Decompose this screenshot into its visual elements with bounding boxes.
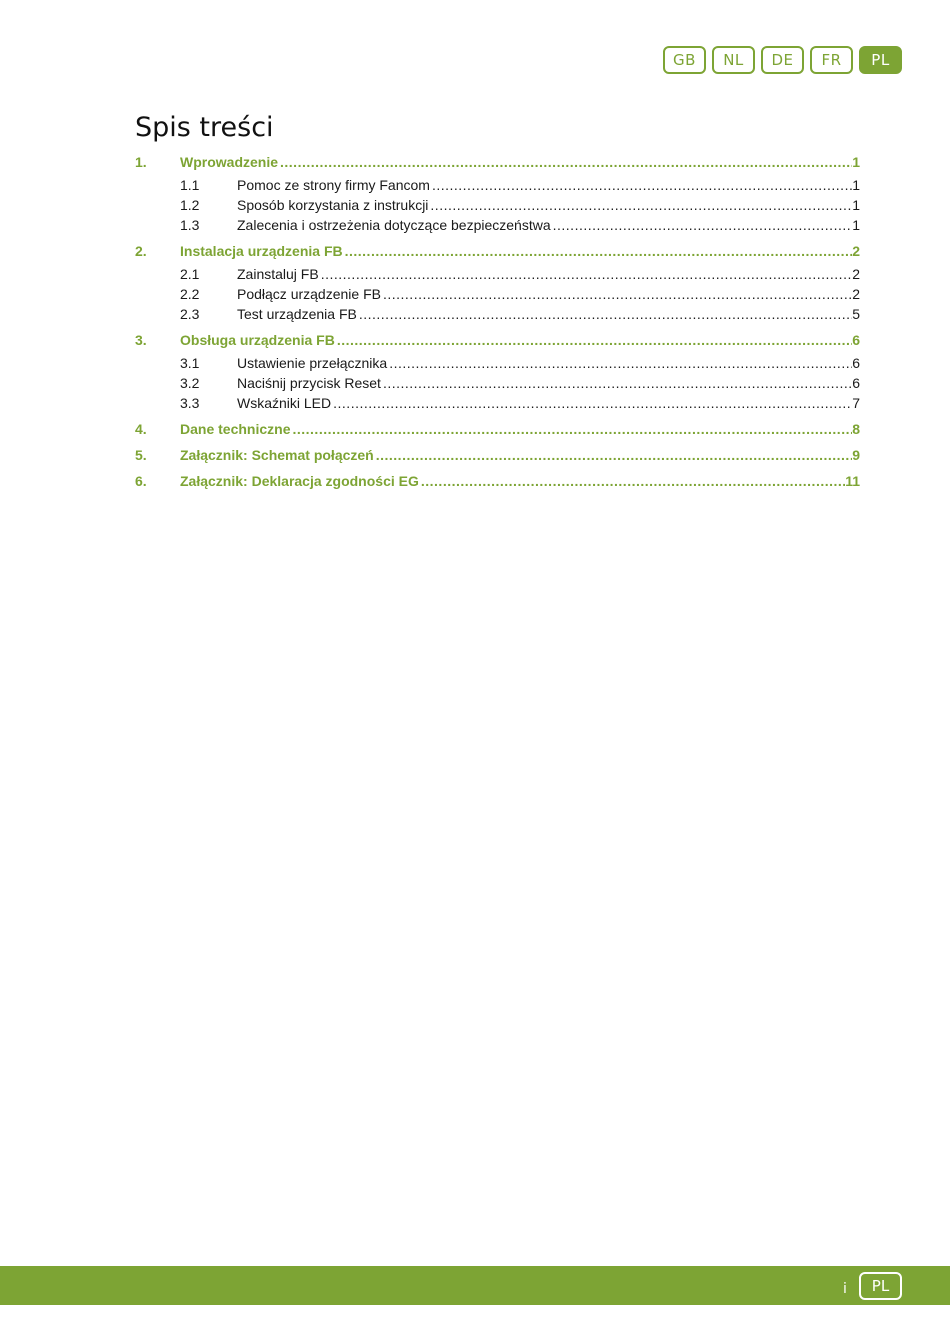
toc-section-1[interactable] <box>135 154 860 174</box>
toc-page-number: 11 <box>845 473 860 489</box>
toc-section-5[interactable] <box>135 447 860 467</box>
toc-dot-leader <box>419 473 845 489</box>
toc-subsection-2-1[interactable] <box>135 266 860 286</box>
toc-entry-title: Ustawienie przełącznika <box>237 355 388 371</box>
toc-page-number: 5 <box>852 306 860 322</box>
language-tabs <box>663 46 902 74</box>
table-of-contents <box>135 154 860 493</box>
toc-entry-number: 4. <box>135 421 147 437</box>
toc-entry-title: Załącznik: Deklaracja zgodności EG <box>180 473 419 489</box>
toc-dot-leader <box>374 447 852 463</box>
toc-dot-leader <box>430 177 852 193</box>
toc-entry-title: Obsługa urządzenia FB <box>180 332 335 348</box>
toc-entry-number: 2.3 <box>180 306 200 322</box>
toc-dot-leader <box>343 243 853 259</box>
toc-entry-number: 1.3 <box>180 217 200 233</box>
toc-dot-leader <box>387 355 852 371</box>
toc-page-number: 2 <box>852 243 860 259</box>
toc-page-number: 1 <box>852 217 860 233</box>
toc-entry-title: Wprowadzenie <box>180 154 279 170</box>
toc-entry-number: 3. <box>135 332 147 348</box>
toc-entry-title: Sposób korzystania z instrukcji <box>237 197 429 213</box>
toc-dot-leader <box>335 332 852 348</box>
toc-page-number: 6 <box>852 332 860 348</box>
toc-page-number: 6 <box>852 375 860 391</box>
toc-dot-leader <box>381 286 852 302</box>
toc-subsection-3-1[interactable] <box>135 355 860 375</box>
toc-entry-number: 1. <box>135 154 147 170</box>
toc-entry-title: Pomoc ze strony firmy Fancom <box>237 177 430 193</box>
toc-page-number: 1 <box>852 177 860 193</box>
toc-page-number: 8 <box>852 421 860 437</box>
toc-entry-title: Zainstaluj FB <box>237 266 319 282</box>
lang-tab-fr[interactable]: FR <box>810 46 853 74</box>
toc-entry-title: Dane techniczne <box>180 421 291 437</box>
toc-section-4[interactable] <box>135 421 860 441</box>
toc-section-2[interactable] <box>135 243 860 263</box>
toc-entry-number: 6. <box>135 473 147 489</box>
toc-subsection-1-3[interactable] <box>135 217 860 237</box>
toc-subsection-1-1[interactable] <box>135 177 860 197</box>
toc-entry-number: 2.1 <box>180 266 200 282</box>
toc-entry-number: 1.1 <box>180 177 200 193</box>
toc-entry-number: 3.2 <box>180 375 200 391</box>
toc-entry-number: 3.3 <box>180 395 200 411</box>
toc-page-number: 1 <box>852 197 860 213</box>
toc-entry-title: Wskaźniki LED <box>237 395 332 411</box>
toc-subsection-3-2[interactable] <box>135 375 860 395</box>
toc-entry-number: 2. <box>135 243 147 259</box>
toc-entry-title: Podłącz urządzenie FB <box>237 286 381 302</box>
toc-subsection-2-3[interactable] <box>135 306 860 326</box>
toc-entry-title: Zalecenia i ostrzeżenia dotyczące bezpieczeństwa <box>237 217 551 233</box>
toc-page-number: 1 <box>852 154 860 170</box>
toc-page-number: 7 <box>852 395 860 411</box>
lang-tab-pl[interactable]: PL <box>859 46 902 74</box>
footer-bar <box>0 1266 950 1305</box>
toc-entry-number: 3.1 <box>180 355 200 371</box>
toc-section-6[interactable] <box>135 473 860 493</box>
toc-dot-leader <box>428 197 852 213</box>
toc-page-number: 9 <box>852 447 860 463</box>
toc-dot-leader <box>278 154 852 170</box>
toc-page-number: 2 <box>852 286 860 302</box>
toc-subsection-1-2[interactable] <box>135 197 860 217</box>
toc-page-number: 2 <box>852 266 860 282</box>
toc-page-number: 6 <box>852 355 860 371</box>
toc-dot-leader <box>551 217 853 233</box>
lang-tab-nl[interactable]: NL <box>712 46 755 74</box>
toc-dot-leader <box>290 421 852 437</box>
toc-entry-title: Test urządzenia FB <box>237 306 357 322</box>
toc-dot-leader <box>319 266 853 282</box>
lang-tab-de[interactable]: DE <box>761 46 804 74</box>
footer-page-number: i <box>843 1281 847 1297</box>
toc-subsection-3-3[interactable] <box>135 395 860 415</box>
toc-dot-leader <box>381 375 852 391</box>
toc-dot-leader <box>357 306 852 322</box>
toc-entry-title: Załącznik: Schemat połączeń <box>180 447 374 463</box>
toc-entry-title: Naciśnij przycisk Reset <box>237 375 381 391</box>
toc-section-3[interactable] <box>135 332 860 352</box>
toc-dot-leader <box>331 395 852 411</box>
toc-entry-number: 2.2 <box>180 286 200 302</box>
page-title: Spis treści <box>135 112 274 143</box>
footer-language-badge: PL <box>859 1272 902 1300</box>
toc-entry-number: 1.2 <box>180 197 200 213</box>
lang-tab-gb[interactable]: GB <box>663 46 706 74</box>
toc-entry-title: Instalacja urządzenia FB <box>180 243 343 259</box>
toc-subsection-2-2[interactable] <box>135 286 860 306</box>
toc-entry-number: 5. <box>135 447 147 463</box>
